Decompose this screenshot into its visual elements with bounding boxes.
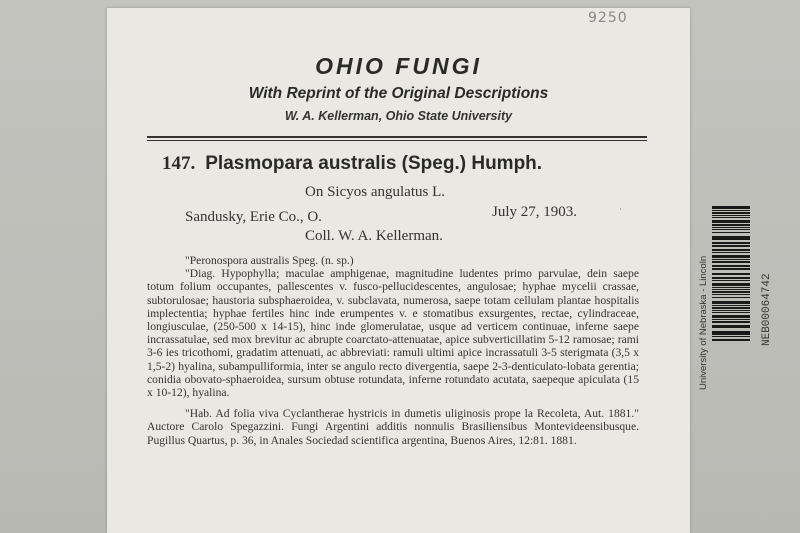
barcode-bar — [712, 334, 750, 335]
collection-locality: Sandusky, Erie Co., O. — [185, 209, 322, 225]
barcode — [712, 206, 750, 344]
barcode-bar — [712, 229, 750, 230]
barcode-bar — [712, 259, 750, 260]
barcode-bar — [712, 210, 750, 211]
label-author: W. A. Kellerman, Ohio State University — [284, 109, 513, 123]
barcode-bar — [712, 331, 750, 334]
barcode-bar — [712, 273, 750, 276]
barcode-bar — [712, 301, 750, 304]
barcode-bar — [712, 321, 750, 323]
label-title: OHIO FUNGI — [315, 53, 482, 79]
species-name: Plasmopara australis (Speg.) Humph. — [205, 153, 543, 174]
barcode-bar — [712, 245, 750, 246]
accession-number: 9250 — [588, 10, 628, 26]
barcode-bar — [712, 268, 750, 269]
barcode-bar — [712, 287, 750, 288]
description-habitat: "Hab. Ad folia viva Cyclantherae hystricis in dumetis uliginosis prope la Recoleta, Aut. 1881." Auctore Carolo Spegazzini. Fungi Argentini additis nonnulis Brasiliensibus Montevideensibusque. Pugillus Quartus, p. 36, in Anales Sociedad scientifica argentina, Buenos Aires, 12:81. 1881. — [147, 407, 639, 447]
barcode-bar — [712, 319, 750, 320]
barcode-bar — [712, 312, 750, 313]
divider-thin — [147, 140, 647, 141]
barcode-bar — [712, 206, 750, 209]
barcode-bar — [712, 280, 750, 281]
barcode-bar — [712, 220, 750, 223]
host-plant: On Sicyos angulatus L. — [305, 184, 445, 200]
barcode-bar — [712, 232, 750, 234]
barcode-bar — [712, 239, 750, 240]
barcode-bar — [712, 325, 750, 327]
description-title: "Peronospora australis Speg. (n. sp.) — [185, 254, 354, 267]
barcode-bar — [712, 291, 750, 293]
barcode-bar — [712, 289, 750, 290]
barcode-bar — [712, 339, 750, 341]
barcode-bar — [712, 236, 750, 239]
institution-name: University of Nebraska - Lincoln — [698, 255, 709, 390]
barcode-bar — [712, 227, 750, 228]
barcode-bar — [712, 217, 750, 218]
specimen-number: 147. — [162, 153, 196, 174]
barcode-bar — [712, 305, 750, 306]
ink-speck: ॱ — [619, 207, 623, 218]
collection-date: July 27, 1903. — [492, 204, 578, 220]
barcode-bar — [712, 261, 750, 263]
barcode-bar — [712, 277, 750, 279]
barcode-bar — [712, 249, 750, 251]
barcode-bar — [712, 212, 750, 214]
specimen-label — [107, 8, 690, 533]
species-heading — [162, 153, 542, 175]
barcode-number: NEB00064742 — [761, 273, 773, 346]
collector: Coll. W. A. Kellerman. — [305, 228, 443, 244]
barcode-bar — [712, 307, 750, 309]
barcode-bar — [712, 265, 750, 267]
barcode-bar — [712, 310, 750, 311]
barcode-bar — [712, 224, 750, 226]
description-diagnosis: "Diag. Hypophylla; maculae amphigenae, magnitudine ludentes primo parvulae, dein saepe totum folium occupantes, pallescentes v. fusco-pellucidescentes, angulosae; hyphae mycelii crassae, subtorulosae; haustoria subsphaeroidea, v. subclavata, numerosa, saepe totam cellulam plantae hospitalis implectentia; hyphae fertiles hinc inde erumpentes v. e stomatibus exsurgentes, rectae, cylindraceae, longiusculae, (250-500 x 14-15), hinc inde glomerulatae, usque ad verticem continuae, inferne saepe incrassatulae, sed mox brevitur ac abrupte coarctato-attenuatae, apice subverticillatim 5-12 ramosae; rami 3-6 ies tricothomi, gradatim attenuati, ac abbreviati: ramuli ultimi apice incrassatuli 3-5 sterigmata (3,5 x 1,5-2) hyalina, subampulliformia, inter se angulo recto divergentia, saepe 2-3-denticulato-lobata gerentia; conidia obovato-sphaeroidea, sursum obtuse rotundata, inferne rotundato acutata, saepeque apiculata (15 x 10-12), hyalina. — [147, 267, 639, 400]
barcode-bar — [712, 283, 750, 286]
barcode-bar — [712, 242, 750, 244]
barcode-bar — [712, 294, 750, 295]
barcode-bar — [712, 315, 750, 318]
label-subtitle: With Reprint of the Original Descriptions — [248, 85, 549, 102]
original-description — [147, 254, 639, 447]
barcode-bar — [712, 336, 750, 337]
barcode-bar — [712, 269, 750, 270]
divider-thick — [147, 136, 647, 138]
barcode-bar — [712, 215, 750, 216]
barcode-bar — [712, 327, 750, 328]
barcode-bar — [712, 297, 750, 299]
barcode-bar — [712, 255, 750, 258]
barcode-bar — [712, 252, 750, 253]
barcode-bar — [712, 246, 750, 247]
